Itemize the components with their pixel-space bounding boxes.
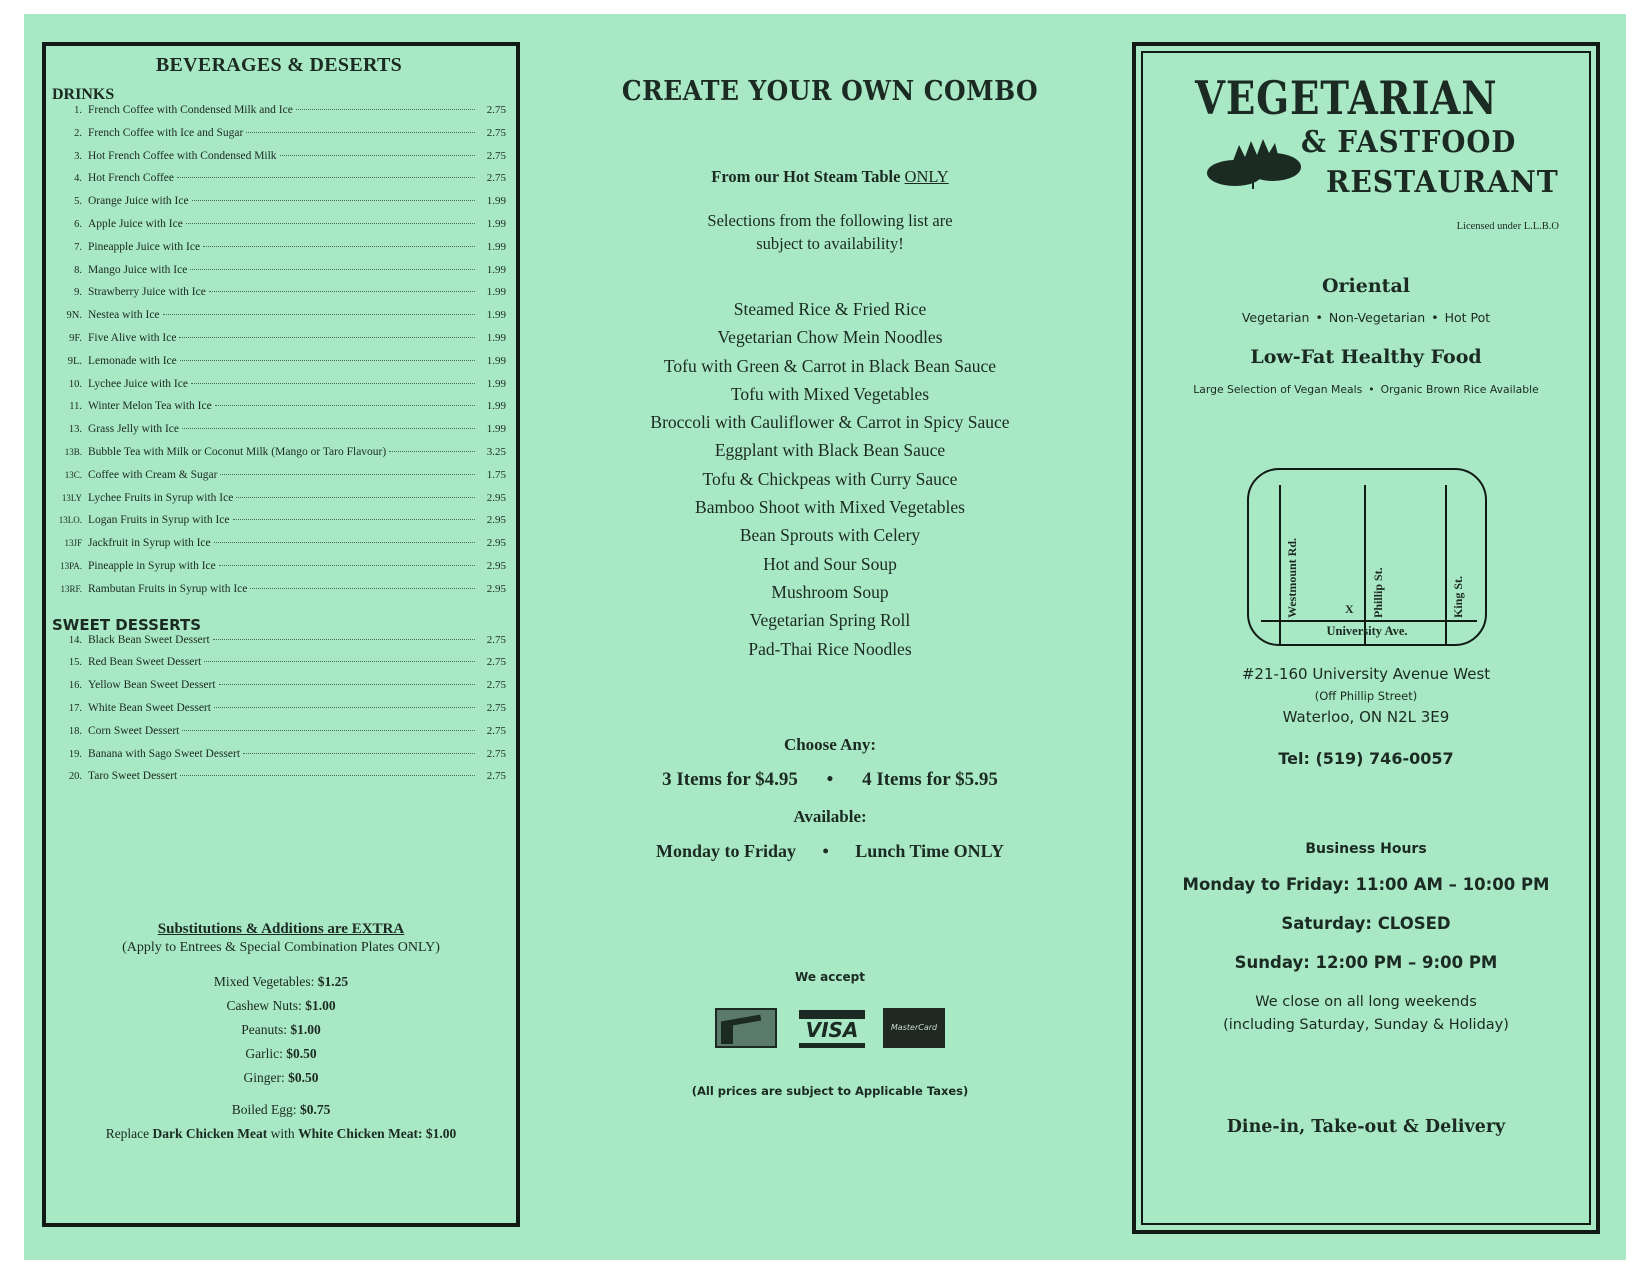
item-code: 9N. [66, 310, 82, 322]
accept-heading: We accept [795, 969, 865, 984]
menu-item [52, 195, 506, 218]
panel-title: BEVERAGES & DESERTS [155, 54, 403, 76]
menu-item [52, 770, 506, 793]
item-price: 2.95 [486, 514, 506, 527]
menu-item [52, 748, 506, 771]
item-price: 2.95 [486, 559, 506, 572]
menu-item [52, 218, 506, 241]
combo-items-list [560, 295, 1100, 663]
item-price: 3.25 [486, 445, 506, 458]
item-name: Pineapple Juice with Ice [88, 240, 201, 253]
item-code: 13LY [61, 492, 82, 503]
logo-subtitle-2: RESTAURANT [1326, 165, 1559, 200]
menu-item [52, 104, 506, 127]
choose-heading: Choose Any: [783, 734, 877, 754]
item-code: 2. [74, 127, 82, 139]
item-name: Apple Juice with Ice [88, 217, 183, 230]
item-name: Hot French Coffee with Condensed Milk [88, 149, 277, 162]
item-price: 1.99 [486, 286, 506, 299]
menu-item [52, 634, 506, 657]
item-code: 4. [74, 173, 82, 185]
item-name: Taro Sweet Dessert [88, 770, 178, 783]
item-code: 17. [68, 702, 82, 714]
address-line-3: Waterloo, ON N2L 3E9 [1282, 708, 1450, 726]
leader-dots [182, 730, 475, 731]
debit-card-icon [715, 1008, 777, 1048]
beverages-desserts-panel [42, 42, 520, 1227]
price-option-3: 3 Items for $4.95 [662, 768, 798, 790]
menu-item [52, 400, 506, 423]
oriental-categories: Vegetarian • Non-Vegetarian • Hot Pot [1241, 310, 1491, 325]
item-name: Mango Juice with Ice [88, 263, 188, 276]
combo-item: Mushroom Soup [771, 581, 889, 602]
oriental-heading: Oriental [1322, 275, 1410, 297]
combo-panel [560, 40, 1100, 1230]
item-code: 20. [68, 771, 82, 783]
leader-dots [204, 661, 475, 662]
menu-item [52, 150, 506, 173]
lowfat-features: Large Selection of Vegan Meals • Organic Brown Rice Available [1193, 383, 1539, 396]
combo-item: Vegetarian Spring Roll [749, 610, 911, 631]
telephone: Tel: (519) 746-0057 [1278, 749, 1454, 768]
item-price: 1.99 [486, 240, 506, 253]
menu-item [52, 514, 506, 537]
item-price: 1.99 [486, 354, 506, 367]
item-code: 13PA. [60, 560, 82, 571]
leader-dots [214, 542, 475, 543]
item-price: 2.75 [486, 126, 506, 139]
menu-item [52, 172, 506, 195]
item-price: 2.75 [486, 701, 506, 714]
menu-item [52, 583, 506, 606]
extra-item: Cashew Nuts: $1.00 [226, 998, 336, 1013]
item-code: 13RF. [60, 583, 82, 594]
logo-subtitle-1: & FASTFOOD [1301, 125, 1517, 160]
available-heading: Available: [793, 806, 867, 826]
leader-dots [186, 223, 475, 224]
item-name: Lemonade with Ice [88, 354, 177, 367]
menu-item [52, 286, 506, 309]
extras-section [46, 921, 516, 1146]
item-price: 1.99 [486, 377, 506, 390]
item-name: Rambutan Fruits in Syrup with Ice [88, 582, 248, 595]
item-code: 9L. [67, 355, 82, 367]
combo-title: CREATE YOUR OWN COMBO [621, 76, 1039, 107]
leader-dots [280, 155, 475, 156]
bullet-separator: • [822, 840, 829, 861]
menu-item [52, 469, 506, 492]
location-marker-icon: X [1345, 602, 1354, 616]
combo-item: Tofu & Chickpeas with Curry Sauce [702, 468, 958, 489]
menu-item [52, 446, 506, 469]
item-price: 2.75 [486, 149, 506, 162]
item-price: 2.95 [486, 537, 506, 550]
menu-item [52, 378, 506, 401]
mastercard-icon: MasterCard [883, 1008, 945, 1048]
logo-title: VEGETARIAN [1195, 71, 1498, 125]
item-name: Coffee with Cream & Sugar [88, 468, 218, 481]
item-name: Corn Sweet Dessert [88, 724, 180, 737]
steam-table-note: From our Hot Steam Table ONLY [711, 167, 949, 186]
item-price: 2.75 [486, 172, 506, 185]
menu-item [52, 127, 506, 150]
item-price: 2.95 [486, 582, 506, 595]
item-name: Black Bean Sweet Dessert [88, 633, 210, 646]
item-price: 1.99 [486, 195, 506, 208]
item-price: 2.75 [486, 656, 506, 669]
item-code: 3. [74, 150, 82, 162]
extras-heading: Substitutions & Additions are EXTRA [157, 921, 405, 937]
leader-dots [192, 200, 475, 201]
combo-item: Tofu with Mixed Vegetables [730, 383, 930, 404]
menu-item [52, 656, 506, 679]
restaurant-info-panel [1132, 42, 1600, 1234]
leader-dots [220, 474, 475, 475]
item-name: Hot French Coffee [88, 172, 175, 185]
item-code: 10. [68, 378, 82, 390]
replace-chicken-note: Replace Dark Chicken Meat with White Chicken Meat: $1.00 [105, 1126, 457, 1141]
menu-item [52, 679, 506, 702]
leader-dots [209, 291, 475, 292]
street-label: Westmount Rd. [1285, 537, 1299, 618]
desserts-list [52, 634, 506, 794]
combo-item: Eggplant with Black Bean Sauce [714, 440, 946, 461]
leader-dots [219, 684, 475, 685]
leader-dots [389, 451, 475, 452]
extras-list [46, 970, 516, 1122]
item-code: 18. [68, 725, 82, 737]
drinks-heading: DRINKS [52, 86, 115, 103]
menu-item [52, 309, 506, 332]
leader-dots [182, 428, 475, 429]
item-price: 1.99 [486, 400, 506, 413]
leader-dots [180, 775, 475, 776]
street-label: King St. [1451, 575, 1465, 618]
item-code: 1. [74, 105, 82, 116]
street-label: University Ave. [1326, 624, 1408, 638]
item-price: 2.75 [486, 633, 506, 646]
menu-item [52, 264, 506, 287]
item-name: Orange Juice with Ice [88, 195, 189, 208]
item-name: White Bean Sweet Dessert [88, 701, 211, 714]
leader-dots [214, 707, 475, 708]
combo-item: Steamed Rice & Fried Rice [733, 299, 927, 319]
combo-prices [560, 769, 1100, 791]
extras-subheading: (Apply to Entrees & Special Combination Plates ONLY) [122, 940, 440, 955]
leader-dots [215, 405, 475, 406]
tax-note: (All prices are subject to Applicable Taxes) [691, 1083, 969, 1098]
payment-cards [560, 1008, 1100, 1048]
menu-item [52, 702, 506, 725]
hours-saturday: Saturday: CLOSED [1281, 914, 1451, 933]
menu-item [52, 560, 506, 583]
item-name: Winter Melon Tea with Ice [88, 400, 212, 413]
item-code: 13B. [64, 446, 82, 457]
license-note: Licensed under L.L.B.O [1456, 221, 1559, 232]
hours-sunday: Sunday: 12:00 PM – 9:00 PM [1234, 953, 1498, 972]
extra-item: Peanuts: $1.00 [241, 1022, 321, 1037]
item-price: 1.99 [486, 217, 506, 230]
leader-dots [219, 565, 475, 566]
desserts-heading: SWEET DESSERTS [52, 615, 202, 634]
item-code: 19. [68, 748, 82, 760]
combo-item: Hot and Sour Soup [763, 553, 897, 574]
menu-item [52, 423, 506, 446]
leader-dots [296, 109, 475, 110]
address-line-2: (Off Phillip Street) [1314, 689, 1418, 703]
lowfat-heading: Low-Fat Healthy Food [1250, 346, 1482, 368]
item-name: Logan Fruits in Syrup with Ice [88, 514, 230, 527]
extra-item: Boiled Egg: $0.75 [231, 1102, 331, 1117]
item-code: 13. [68, 424, 82, 436]
item-price: 2.75 [486, 770, 506, 783]
item-code: 14. [68, 634, 82, 646]
leader-dots [243, 753, 475, 754]
item-code: 8. [74, 264, 82, 276]
item-name: Red Bean Sweet Dessert [88, 656, 202, 669]
item-name: Bubble Tea with Milk or Coconut Milk (Mango or Taro Flavour) [88, 445, 387, 458]
combo-item: Bamboo Shoot with Mixed Vegetables [695, 497, 965, 518]
item-price: 1.99 [486, 423, 506, 436]
item-price: 1.99 [486, 263, 506, 276]
item-name: Strawberry Juice with Ice [88, 286, 206, 299]
price-option-4: 4 Items for $5.95 [862, 768, 998, 790]
closure-note: We close on all long weekends [1255, 994, 1477, 1010]
item-code: 9. [74, 287, 82, 299]
hours-weekday: Monday to Friday: 11:00 AM – 10:00 PM [1182, 875, 1550, 894]
item-name: French Coffee with Condensed Milk and Ice [88, 104, 293, 116]
menu-item [52, 537, 506, 560]
item-code: 13C. [64, 469, 82, 480]
visa-card-icon: VISA [799, 1008, 861, 1048]
item-price: 2.75 [486, 679, 506, 692]
extra-item: Garlic: $0.50 [245, 1046, 317, 1061]
road-university [1261, 620, 1477, 622]
extra-item: Mixed Vegetables: $1.25 [213, 974, 349, 989]
item-name: Grass Jelly with Ice [88, 423, 180, 436]
menu-item [52, 332, 506, 355]
item-name: Banana with Sago Sweet Dessert [88, 747, 241, 760]
leader-dots [236, 497, 475, 498]
item-code: 9F. [69, 332, 82, 344]
leader-dots [177, 177, 475, 178]
leader-dots [213, 639, 475, 640]
item-code: 7. [74, 241, 82, 253]
item-price: 2.75 [486, 104, 506, 116]
item-code: 13LO. [58, 515, 82, 526]
location-map [1247, 468, 1487, 646]
item-name: French Coffee with Ice and Sugar [88, 126, 244, 139]
leader-dots [233, 519, 476, 520]
combo-item: Pad-Thai Rice Noodles [748, 638, 912, 659]
leader-dots [203, 246, 475, 247]
leader-dots [179, 337, 475, 338]
item-price: 1.75 [486, 468, 506, 481]
leader-dots [250, 588, 475, 589]
leader-dots [191, 383, 475, 384]
item-name: Yellow Bean Sweet Dessert [88, 679, 216, 692]
item-code: 16. [68, 680, 82, 692]
menu-item [52, 492, 506, 515]
info-inner-border [1141, 51, 1591, 1225]
bullet-separator: • [826, 768, 834, 790]
address-line-1: #21-160 University Avenue West [1241, 665, 1491, 683]
item-price: 2.95 [486, 491, 506, 504]
item-price: 2.75 [486, 724, 506, 737]
menu-item [52, 355, 506, 378]
item-name: Lychee Juice with Ice [88, 377, 188, 390]
menu-item [52, 241, 506, 264]
combo-item: Tofu with Green & Carrot in Black Bean Sauce [663, 355, 997, 376]
leader-dots [180, 360, 475, 361]
hours-heading: Business Hours [1305, 841, 1427, 857]
item-code: 11. [69, 401, 82, 413]
item-code: 15. [68, 657, 82, 669]
item-code: 6. [74, 218, 82, 230]
combo-item: Bean Sprouts with Celery [739, 525, 921, 546]
service-options: Dine-in, Take-out & Delivery [1226, 1117, 1506, 1137]
menu-item [52, 725, 506, 748]
availability-note: Selections from the following list are subject to availability! [707, 211, 953, 253]
item-code: 13JF [64, 538, 82, 549]
item-price: 1.99 [486, 331, 506, 344]
item-name: Nestea with Ice [88, 309, 160, 322]
item-price: 1.99 [486, 309, 506, 322]
available-times: Monday to Friday • Lunch Time ONLY [655, 840, 1005, 861]
closure-note: (including Saturday, Sunday & Holiday) [1223, 1017, 1509, 1033]
item-name: Jackfruit in Syrup with Ice [88, 537, 211, 550]
extra-item: Ginger: $0.50 [243, 1070, 319, 1085]
leader-dots [190, 269, 475, 270]
item-code: 5. [74, 196, 82, 208]
item-name: Lychee Fruits in Syrup with Ice [88, 491, 234, 504]
combo-item: Broccoli with Cauliflower & Carrot in Spicy Sauce [650, 412, 1010, 433]
drinks-list [52, 104, 506, 606]
street-label: Phillip St. [1371, 567, 1385, 618]
leader-dots [246, 132, 475, 133]
combo-item: Vegetarian Chow Mein Noodles [717, 327, 943, 348]
leader-dots [163, 314, 475, 315]
item-name: Pineapple in Syrup with Ice [88, 559, 216, 572]
lotus-icon [1205, 131, 1305, 191]
item-price: 2.75 [486, 747, 506, 760]
item-name: Five Alive with Ice [88, 331, 177, 344]
